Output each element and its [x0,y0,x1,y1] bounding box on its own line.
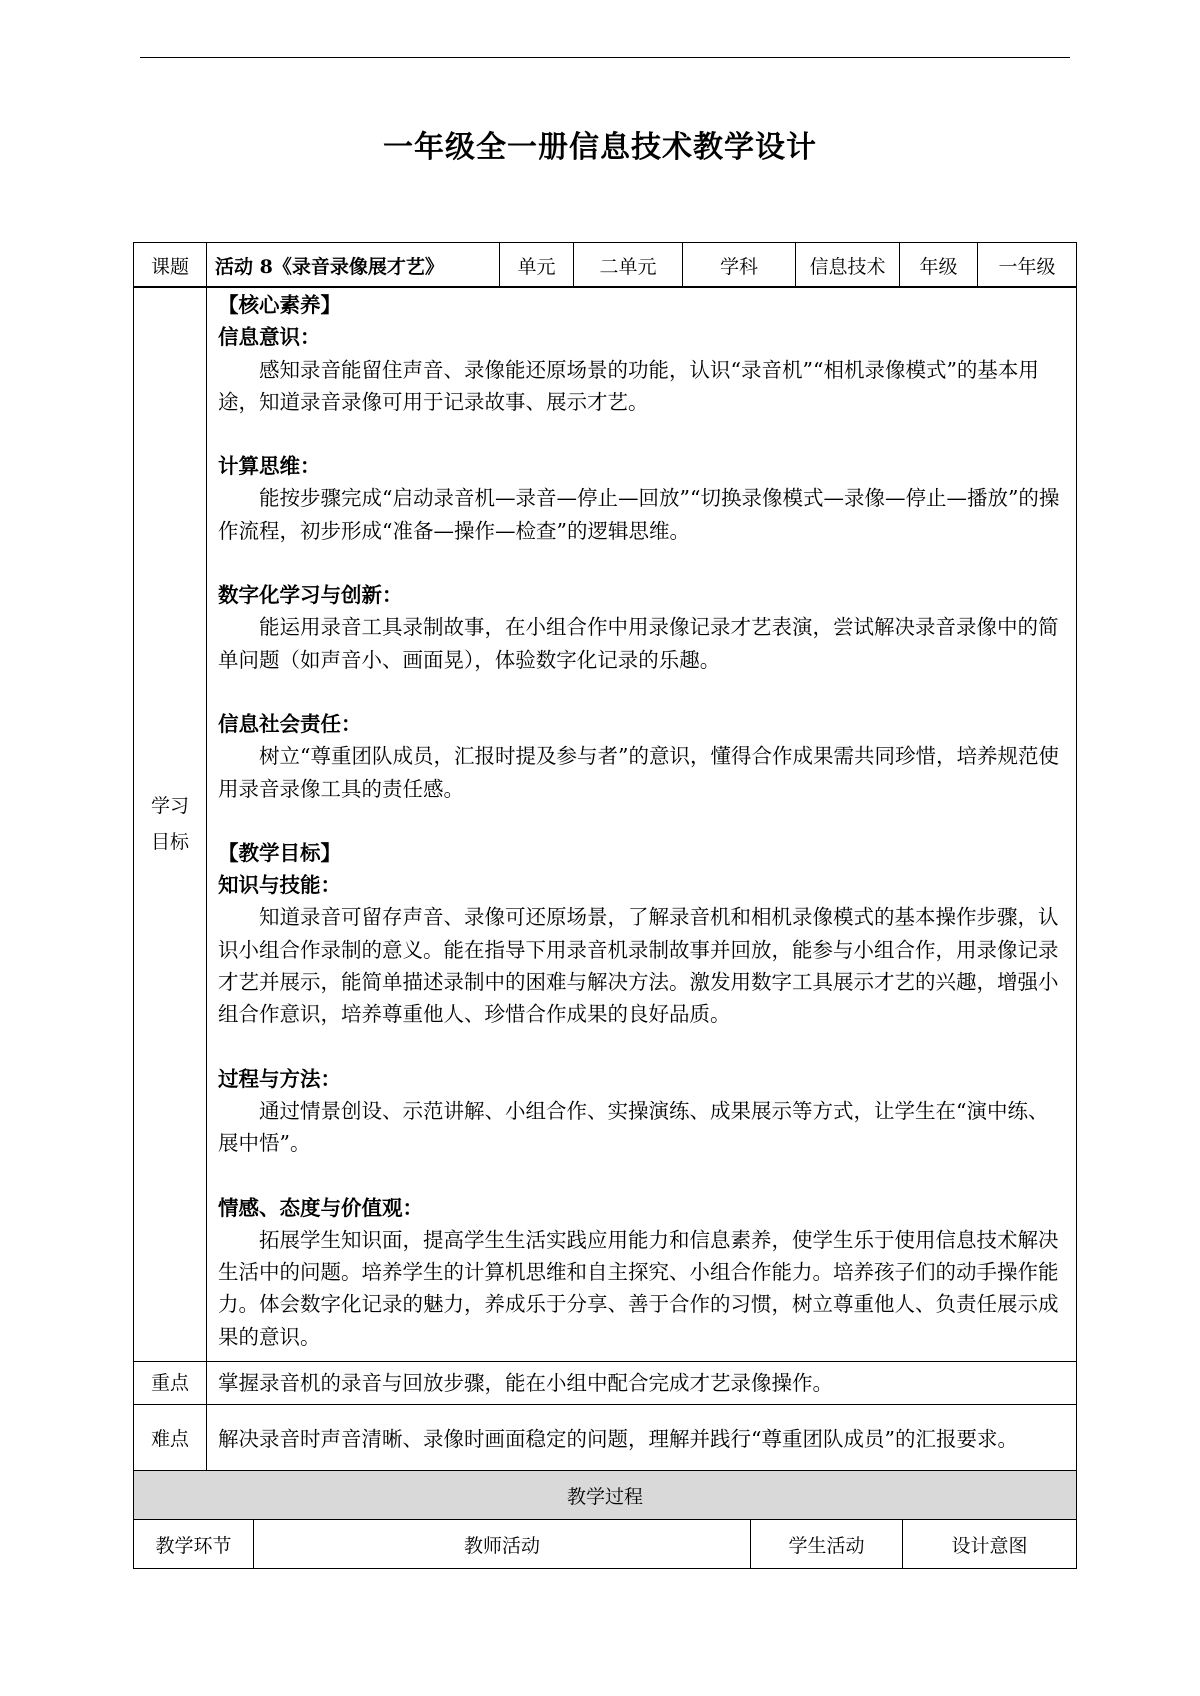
objectives-label-line1: 学习 [150,795,189,817]
knowledge-heading: 知识与技能： [218,873,341,898]
info-awareness-heading: 信息意识： [218,325,321,350]
process-text: 通过情景创设、示范讲解、小组合作、实操演练、成果展示等方式，让学生在“演中练、展中悟”。 [218,1098,1049,1156]
key-points-label: 重点 [134,1362,207,1405]
grade-value: 一年级 [978,243,1077,288]
digital-heading: 数字化学习与创新： [218,583,403,608]
process-col-intent: 设计意图 [903,1520,1077,1569]
info-awareness-text: 感知录音能留住声音、录像能还原场景的功能，认识“录音机”“相机录像模式”的基本用途，知道录音录像可用于记录故事、展示才艺。 [218,357,1039,414]
emotion-text: 拓展学生知识面，提高学生生活实践应用能力和信息素养，使学生乐于使用信息技术解决生活中的问题。培养学生的计算机思维和自主探究、小组合作能力。培养孩子们的动手操作能力。体会数字化记录的魅力，养成乐于分享、善于合作的习惯，树立尊重他人、负责任展示成果的意识。 [218,1227,1059,1349]
subject-value: 信息技术 [796,243,900,288]
document-title: 一年级全一册信息技术教学设计 [383,130,817,165]
grade-label: 年级 [900,243,978,288]
objectives-row [134,287,1077,1362]
objectives-label-cell [134,287,207,1362]
difficulties-label: 难点 [134,1405,207,1474]
process-col-student: 学生活动 [751,1520,903,1569]
digital-text: 能运用录音工具录制故事，在小组合作中用录像记录才艺表演，尝试解决录音录像中的简单问题（如声音小、画面晃），体验数字化记录的乐趣。 [218,615,1059,672]
key-points-row [134,1362,1077,1405]
header-rule [140,57,1070,58]
course-info-row [134,243,1077,288]
difficulties-text: 解决录音时声音清晰、录像时画面稳定的问题，理解并践行“尊重团队成员”的汇报要求。 [207,1405,1077,1474]
teaching-goals-heading: 【教学目标】 [218,840,341,865]
responsibility-heading: 信息社会责任： [218,711,362,736]
process-col-teacher: 教师活动 [254,1520,751,1569]
course-value: 活动 8《录音录像展才艺》 [207,243,500,288]
process-col-stage: 教学环节 [134,1520,254,1569]
core-literacy-heading: 【核心素养】 [218,293,341,317]
computational-text: 能按步骤完成“启动录音机—录音—停止—回放”“切换录像模式—录像—停止—播放”的操作流程，初步形成“准备—操作—检查”的逻辑思维。 [218,486,1060,543]
teaching-process-table [133,1470,1077,1569]
knowledge-text: 知道录音可留存声音、录像可还原场景，了解录音机和相机录像模式的基本操作步骤，认识小组合作录制的意义。能在指导下用录音机录制故事并回放，能参与小组合作，用录像记录才艺并展示，能简单描述录制中的困难与解决方法。激发用数字工具展示才艺的兴趣，增强小组合作意识，培养尊重他人、珍惜合作成果的良好品质。 [218,905,1059,1027]
responsibility-text: 树立“尊重团队成员，汇报时提及参与者”的意识，懂得合作成果需共同珍惜，培养规范使用录音录像工具的责任感。 [218,744,1059,801]
unit-value: 二单元 [574,243,683,288]
objectives-label-line2: 目标 [150,831,189,853]
emotion-heading: 情感、态度与价值观： [218,1195,423,1220]
objectives-table [133,286,1077,1474]
process-title: 教学过程 [134,1471,1077,1520]
course-info-table [133,242,1077,288]
process-heading: 过程与方法： [218,1066,341,1091]
unit-label: 单元 [500,243,574,288]
course-label: 课题 [134,243,207,288]
process-header-row [134,1520,1077,1569]
subject-label: 学科 [683,243,796,288]
difficulties-row [134,1405,1077,1474]
computational-heading: 计算思维： [218,454,321,479]
key-points-text: 掌握录音机的录音与回放步骤，能在小组中配合完成才艺录像操作。 [207,1362,1077,1405]
objectives-content [207,287,1077,1362]
process-title-row [134,1471,1077,1520]
